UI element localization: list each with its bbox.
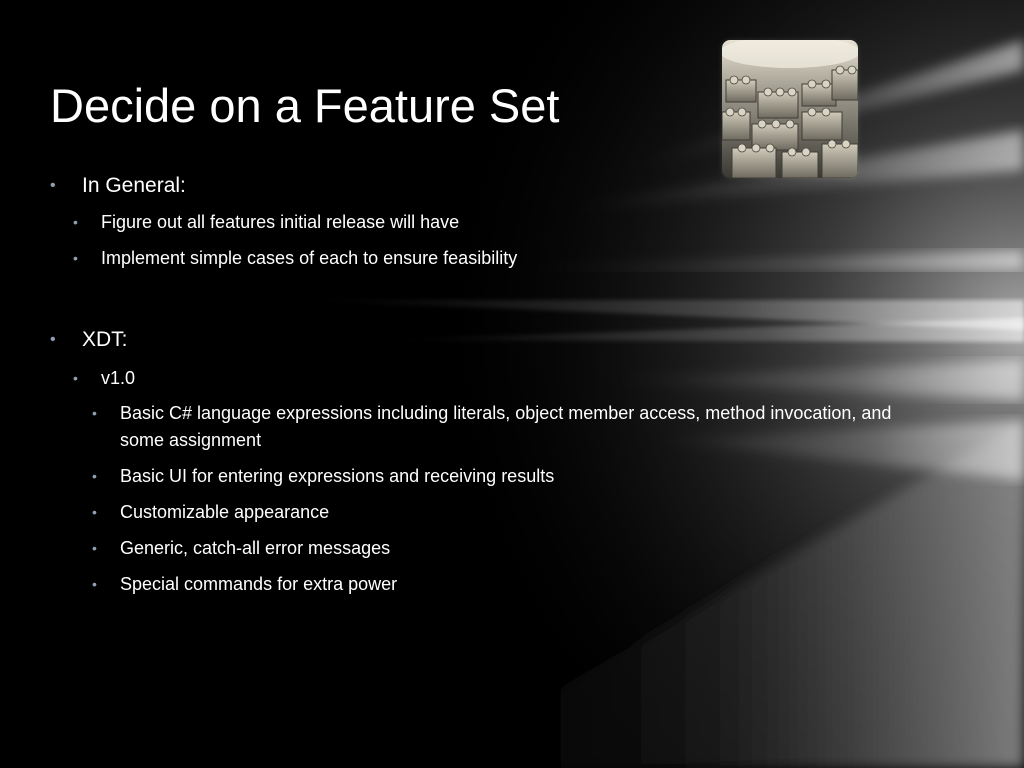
bullet-text: Special commands for extra power [120,574,398,594]
bullet-dot-icon: • [92,540,97,556]
bullet-implement-simple-cases [73,245,518,271]
bullet-dot-icon: • [73,214,78,230]
bullet-basic-csharp-expressions [92,400,900,454]
bullet-dot-icon: • [92,576,97,592]
bullet-dot-icon: • [92,468,97,484]
bullet-dot-icon: • [50,331,56,348]
bullet-text: v1.0 [101,368,136,388]
bullet-dot-icon: • [50,177,56,194]
bullet-text: Customizable appearance [120,502,330,522]
bullet-figure-out-features [73,209,460,235]
bullet-dot-icon: • [73,250,78,266]
bullet-generic-error-messages [92,535,391,562]
bullet-text: Basic UI for entering expressions and receiving results [120,466,555,486]
bullet-text: Implement simple cases of each to ensure feasibility [101,248,518,268]
bullet-dot-icon: • [92,504,97,520]
bullet-in-general [50,172,186,200]
bullet-customizable-appearance [92,499,330,526]
slide-title: Decide on a Feature Set [50,79,560,132]
bullet-text: Basic C# language expressions including literals, object member access, method invocation, and some assignment [120,403,892,450]
bullet-text: In General: [82,174,186,197]
bullet-text: XDT: [82,328,128,351]
bullet-v1-0 [73,365,136,391]
bullet-text: Figure out all features initial release will have [101,212,460,232]
bullet-special-commands [92,571,398,598]
bullet-basic-ui [92,463,555,490]
bullet-text: Generic, catch-all error messages [120,538,391,558]
bullet-dot-icon: • [92,405,97,421]
bullet-dot-icon: • [73,370,78,386]
bullet-xdt [50,326,128,354]
